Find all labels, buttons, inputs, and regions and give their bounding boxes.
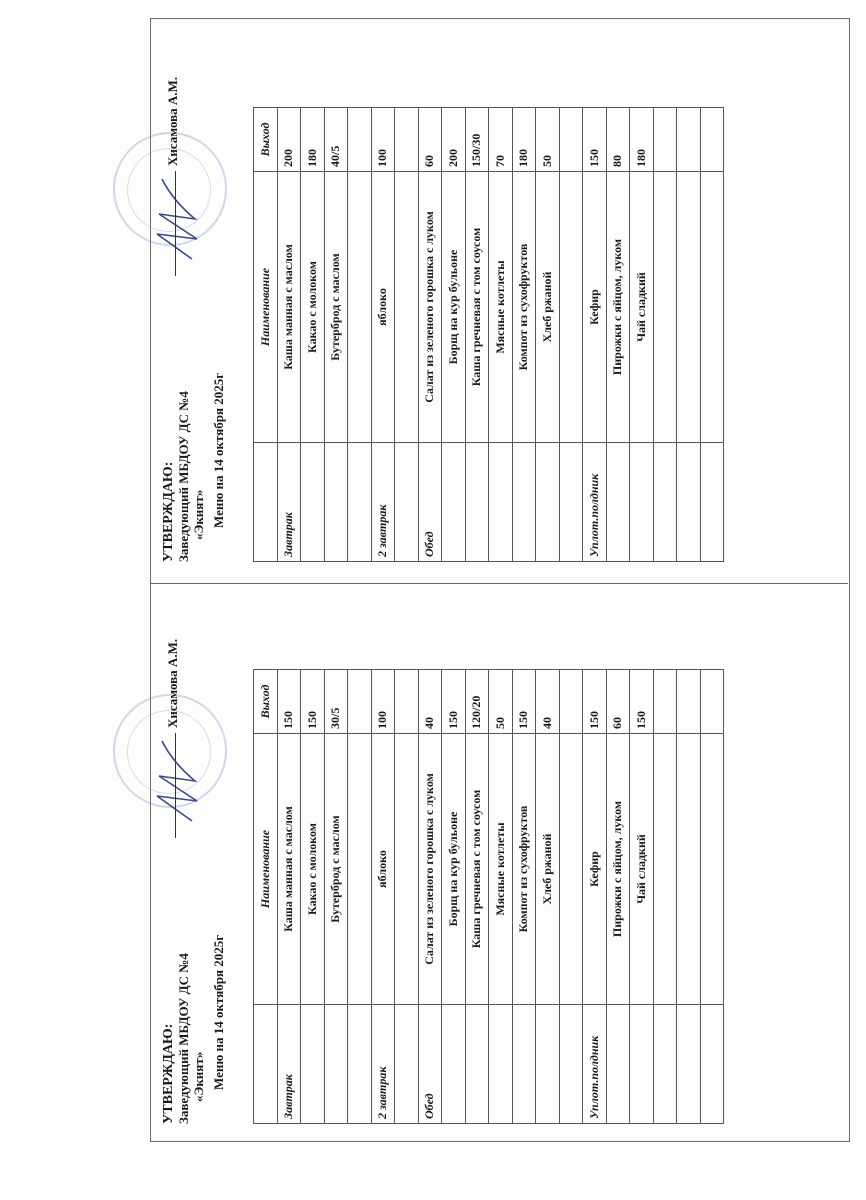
- panel-divider: [150, 583, 848, 584]
- table-row: [606, 670, 630, 1124]
- meal-cell: [395, 443, 419, 562]
- approval-title: УТВЕРЖДАЮ:: [161, 1023, 176, 1124]
- approval-title: УТВЕРЖДАЮ:: [161, 461, 176, 562]
- table-row: [677, 670, 701, 1124]
- output-cell: 180: [301, 108, 325, 172]
- approval-block: [161, 953, 206, 1124]
- meal-cell: Обед: [418, 443, 442, 562]
- meal-cell: [301, 443, 325, 562]
- output-cell: [395, 108, 419, 172]
- output-cell: 60: [418, 108, 442, 172]
- signature-line: [175, 733, 176, 838]
- output-cell: 100: [371, 670, 395, 734]
- dish-cell: Пирожки с яйцом, луком: [606, 734, 630, 1005]
- table-row: [630, 670, 654, 1124]
- dish-cell: Каша манная с маслом: [277, 734, 301, 1005]
- meal-cell: [465, 1005, 489, 1124]
- table-row: [536, 670, 560, 1124]
- column-header-meal: [254, 1005, 278, 1124]
- dish-cell: [559, 734, 583, 1005]
- dish-cell: яблоко: [371, 172, 395, 443]
- table-row: [559, 108, 583, 562]
- menu-date: Меню на 14 октября 2025г: [211, 372, 226, 528]
- signature-icon: [147, 726, 207, 836]
- output-cell: 200: [277, 108, 301, 172]
- table-row: [301, 108, 325, 562]
- dish-cell: [348, 734, 372, 1005]
- dish-cell: [395, 734, 419, 1005]
- table-row: [348, 670, 372, 1124]
- dish-cell: [559, 172, 583, 443]
- output-cell: 150: [442, 670, 466, 734]
- meal-cell: 2 завтрак: [371, 1005, 395, 1124]
- menu-panel-top: [153, 26, 843, 576]
- column-header-output: Выход: [254, 108, 278, 172]
- meal-cell: [324, 443, 348, 562]
- approval-header: [153, 26, 253, 576]
- dish-cell: Каша гречневая с том соусом: [465, 734, 489, 1005]
- approval-org: «Экият»: [191, 1051, 206, 1102]
- dish-cell: Каша манная с маслом: [277, 172, 301, 443]
- dish-cell: [677, 172, 701, 443]
- table-row: [677, 108, 701, 562]
- output-cell: 120/20: [465, 670, 489, 734]
- dish-cell: Хлеб ржаной: [536, 734, 560, 1005]
- table-row: [606, 108, 630, 562]
- meal-cell: [700, 1005, 724, 1124]
- output-cell: 200: [442, 108, 466, 172]
- dish-cell: яблоко: [371, 734, 395, 1005]
- dish-cell: [653, 734, 677, 1005]
- approval-block: [161, 391, 206, 562]
- meal-cell: [559, 443, 583, 562]
- table-row: [324, 108, 348, 562]
- dish-cell: Какао с молоком: [301, 172, 325, 443]
- table-row: [536, 108, 560, 562]
- dish-cell: Какао с молоком: [301, 734, 325, 1005]
- dish-cell: Борщ на кур бульоне: [442, 172, 466, 443]
- dish-cell: Борщ на кур бульоне: [442, 734, 466, 1005]
- table-row: [465, 108, 489, 562]
- meal-cell: 2 завтрак: [371, 443, 395, 562]
- output-cell: [677, 670, 701, 734]
- meal-cell: [630, 443, 654, 562]
- meal-cell: [489, 443, 513, 562]
- dish-cell: Кефир: [583, 172, 607, 443]
- output-cell: [653, 108, 677, 172]
- approval-position: Заведующий МБДОУ ДС №4: [176, 391, 191, 562]
- dish-cell: Компот из сухофруктов: [512, 172, 536, 443]
- dish-cell: Бутерброд с маслом: [324, 734, 348, 1005]
- meal-cell: [606, 443, 630, 562]
- menu-table: [253, 107, 724, 562]
- column-header-meal: [254, 443, 278, 562]
- table-row: [653, 670, 677, 1124]
- table-row: [512, 670, 536, 1124]
- dish-cell: [700, 734, 724, 1005]
- table-row: [700, 108, 724, 562]
- meal-cell: [630, 1005, 654, 1124]
- meal-cell: Уплот.полдник: [583, 1005, 607, 1124]
- meal-cell: [536, 443, 560, 562]
- table-row: [630, 108, 654, 562]
- approval-org: «Экият»: [191, 489, 206, 540]
- output-cell: 100: [371, 108, 395, 172]
- output-cell: 150: [583, 670, 607, 734]
- output-cell: 70: [489, 108, 513, 172]
- output-cell: 50: [536, 108, 560, 172]
- meal-cell: [465, 443, 489, 562]
- signer-name: Хисамова А.М.: [165, 76, 180, 166]
- meal-cell: [653, 1005, 677, 1124]
- output-cell: 50: [489, 670, 513, 734]
- meal-cell: [512, 443, 536, 562]
- dish-cell: Мясные котлеты: [489, 172, 513, 443]
- output-cell: [700, 108, 724, 172]
- dish-cell: Хлеб ржаной: [536, 172, 560, 443]
- meal-cell: [348, 1005, 372, 1124]
- meal-cell: Завтрак: [277, 443, 301, 562]
- table-row: [395, 108, 419, 562]
- meal-cell: [677, 1005, 701, 1124]
- output-cell: 150: [512, 670, 536, 734]
- meal-cell: Уплот.полдник: [583, 443, 607, 562]
- meal-cell: [700, 443, 724, 562]
- column-header-name: Наименование: [254, 734, 278, 1005]
- table-row: [465, 670, 489, 1124]
- output-cell: 150: [277, 670, 301, 734]
- output-cell: 180: [512, 108, 536, 172]
- table-row: [442, 108, 466, 562]
- table-row: [418, 670, 442, 1124]
- column-header-name: Наименование: [254, 172, 278, 443]
- menu-date: Меню на 14 октября 2025г: [211, 934, 226, 1090]
- dish-cell: Кефир: [583, 734, 607, 1005]
- table-row: [489, 108, 513, 562]
- dish-cell: Салат из зеленого горошка с луком: [418, 172, 442, 443]
- table-row: [324, 670, 348, 1124]
- meal-cell: Обед: [418, 1005, 442, 1124]
- meal-cell: [559, 1005, 583, 1124]
- dish-cell: Компот из сухофруктов: [512, 734, 536, 1005]
- table-row: [489, 670, 513, 1124]
- dish-cell: Пирожки с яйцом, луком: [606, 172, 630, 443]
- meal-cell: [653, 443, 677, 562]
- dish-cell: [395, 172, 419, 443]
- output-cell: 150/30: [465, 108, 489, 172]
- table-row: [442, 670, 466, 1124]
- meal-cell: [677, 443, 701, 562]
- meal-cell: [606, 1005, 630, 1124]
- meal-cell: [442, 443, 466, 562]
- approval-header: [153, 588, 253, 1138]
- table-row: [371, 108, 395, 562]
- table-row: [653, 108, 677, 562]
- signature-line: [175, 171, 176, 276]
- output-cell: 30/5: [324, 670, 348, 734]
- menu-panel-bottom: [153, 588, 843, 1138]
- meal-cell: [324, 1005, 348, 1124]
- approval-position: Заведующий МБДОУ ДС №4: [176, 953, 191, 1124]
- menu-table-body: [277, 108, 724, 562]
- table-row: [348, 108, 372, 562]
- dish-cell: Каша гречневая с том соусом: [465, 172, 489, 443]
- dish-cell: Чай сладкий: [630, 172, 654, 443]
- table-row: [277, 108, 301, 562]
- dish-cell: Салат из зеленого горошка с луком: [418, 734, 442, 1005]
- meal-cell: [395, 1005, 419, 1124]
- dish-cell: [700, 172, 724, 443]
- column-header-output: Выход: [254, 670, 278, 734]
- meal-cell: [512, 1005, 536, 1124]
- meal-cell: [489, 1005, 513, 1124]
- table-row: [395, 670, 419, 1124]
- dish-cell: Бутерброд с маслом: [324, 172, 348, 443]
- output-cell: 60: [606, 670, 630, 734]
- table-row: [559, 670, 583, 1124]
- output-cell: 80: [606, 108, 630, 172]
- table-header-row: [254, 108, 278, 562]
- meal-cell: [536, 1005, 560, 1124]
- table-header-row: [254, 670, 278, 1124]
- dish-cell: Чай сладкий: [630, 734, 654, 1005]
- table-row: [371, 670, 395, 1124]
- meal-cell: Завтрак: [277, 1005, 301, 1124]
- output-cell: 40/5: [324, 108, 348, 172]
- table-row: [418, 108, 442, 562]
- dish-cell: [677, 734, 701, 1005]
- output-cell: 150: [583, 108, 607, 172]
- output-cell: [653, 670, 677, 734]
- meal-cell: [442, 1005, 466, 1124]
- dish-cell: [653, 172, 677, 443]
- output-cell: 150: [301, 670, 325, 734]
- output-cell: [559, 108, 583, 172]
- table-row: [301, 670, 325, 1124]
- table-row: [700, 670, 724, 1124]
- output-cell: [677, 108, 701, 172]
- table-row: [583, 108, 607, 562]
- output-cell: 180: [630, 108, 654, 172]
- output-cell: 150: [630, 670, 654, 734]
- output-cell: [395, 670, 419, 734]
- output-cell: [348, 108, 372, 172]
- dish-cell: [348, 172, 372, 443]
- output-cell: 40: [418, 670, 442, 734]
- menu-table-body: [277, 670, 724, 1124]
- output-cell: [348, 670, 372, 734]
- meal-cell: [348, 443, 372, 562]
- dish-cell: Мясные котлеты: [489, 734, 513, 1005]
- output-cell: [559, 670, 583, 734]
- table-row: [583, 670, 607, 1124]
- signature-icon: [147, 164, 207, 274]
- table-row: [277, 670, 301, 1124]
- menu-table: [253, 669, 724, 1124]
- table-row: [512, 108, 536, 562]
- output-cell: 40: [536, 670, 560, 734]
- output-cell: [700, 670, 724, 734]
- meal-cell: [301, 1005, 325, 1124]
- signer-name: Хисамова А.М.: [165, 638, 180, 728]
